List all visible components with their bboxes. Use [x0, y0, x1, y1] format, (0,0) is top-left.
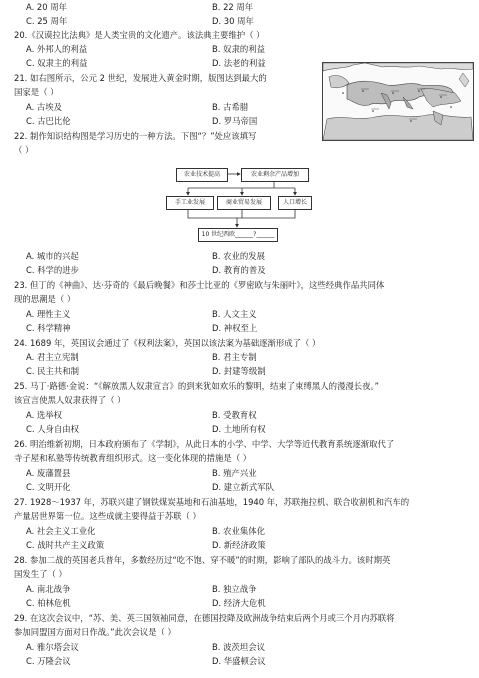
- q22-option-c: C. 科学的进步: [26, 265, 80, 275]
- q20-option-c: C. 奴隶主的利益: [26, 58, 88, 68]
- q28-stem-line1: 28. 参加二战的英国老兵普年，多数经历过“吃不饱、穿不暖”的时期，影响了部队的战斗力。该时期英: [14, 555, 391, 565]
- q29-stem-line2: 参加同盟国方面对日作战。”此次会议是（ ）: [14, 627, 176, 637]
- q28-option-b: B. 独立战争: [212, 584, 257, 594]
- q28-option-d: D. 经济大危机: [212, 598, 266, 608]
- q19-option-b: B. 22 周年: [212, 2, 254, 12]
- q22-stem-line1: 22. 制作知识结构图是学习历史的一种方法。下图“？”处应该填写: [14, 131, 257, 141]
- q29-option-c: C. 万隆会议: [26, 656, 71, 666]
- q21-stem-line2: 国家是（ ）: [14, 87, 59, 97]
- q21-stem-line1: 21. 如右图所示，公元 2 世纪，发展进入黄金时期，版图达到最大的: [14, 73, 267, 83]
- q27-option-a: A. 社会主义工业化: [26, 526, 96, 536]
- q20-option-b: B. 奴隶的利益: [212, 44, 265, 54]
- q22-option-d: D. 教育的普及: [212, 265, 266, 275]
- diagram-box-result: 10 世纪西欧______?______: [198, 228, 278, 242]
- q24-option-b: B. 君主专制: [212, 352, 257, 362]
- q25-stem-line1: 25. 马丁·路德·金说：“《解放黑人奴隶宣言》的到来犹如欢乐的黎明，结束了束缚黑人的漫漫长夜。”: [14, 381, 379, 391]
- q24-option-a: A. 君主立宪制: [26, 352, 79, 362]
- q26-option-d: D. 建立新式军队: [212, 482, 275, 492]
- q22-option-a: A. 城市的兴起: [26, 251, 79, 261]
- q27-stem-line1: 27. 1928～1937 年，苏联兴建了钢铁煤炭基地和石油基地，1940 年，苏联拖拉机、联合收割机和汽车的: [14, 497, 410, 507]
- q20-option-a: A. 外邦人的利益: [26, 44, 88, 54]
- q23-option-d: D. 神权至上: [212, 323, 258, 333]
- diagram-box-population: 人口增长: [278, 196, 312, 210]
- q23-stem-line2: 现的思潮是（ ）: [14, 294, 76, 304]
- q23-stem-line1: 23. 但丁的《神曲》、达·芬奇的《最后晚餐》和莎士比亚的《罗密欧与朱丽叶》，这些经典作品共同体: [14, 280, 385, 290]
- diagram-connectors: [150, 160, 330, 246]
- q27-option-c: C. 战时共产主义政策: [26, 540, 105, 550]
- q21-option-d: D. 罗马帝国: [212, 116, 258, 126]
- q26-stem-line1: 26. 明治维新初期，日本政府颁布了《学制》，从此日本的小学、中学、大学等近代教育系统逐渐取代了: [14, 439, 395, 449]
- diagram-box-surplus: 农业剩余产品增加: [241, 168, 309, 182]
- q29-stem-line1: 29. 在这次会议中，“苏、美、英三国领袖同意，在德国投降及欧洲战争结束后两个月或三个月内苏联将: [14, 613, 395, 623]
- q21-option-c: C. 古巴比伦: [26, 116, 71, 126]
- q20-option-d: D. 法老的利益: [212, 58, 266, 68]
- diagram-box-trade: 商业贸易发展: [217, 196, 271, 210]
- q21-option-a: A. 古埃及: [26, 102, 63, 112]
- map-graphic: [323, 63, 473, 140]
- q20-stem: 20.《汉谟拉比法典》是人类宝贵的文化遗产。该法典主要维护（ ）: [14, 30, 265, 40]
- q27-option-d: D. 新经济政策: [212, 540, 266, 550]
- q25-option-d: D. 土地所有权: [212, 424, 266, 434]
- q25-option-b: B. 受教育权: [212, 410, 257, 420]
- q28-option-c: C. 柏林危机: [26, 598, 71, 608]
- q23-option-b: B. 人文主义: [212, 309, 257, 319]
- q24-stem: 24. 1689 年，英国议会通过了《权利法案》，英国以该法案为基础逐渐形成了（ ）: [14, 338, 321, 348]
- q27-stem-line2: 产量居世界第一位。这些成就主要得益于苏联（ ）: [14, 511, 201, 521]
- q25-option-c: C. 人身自由权: [26, 424, 80, 434]
- diagram-box-handicraft: 手工业发展: [166, 196, 214, 210]
- q23-option-a: A. 理性主义: [26, 309, 71, 319]
- q24-option-d: D. 封建等级制: [212, 366, 266, 376]
- q29-option-d: D. 华盛顿会议: [212, 656, 266, 666]
- q26-option-c: C. 文明开化: [26, 482, 71, 492]
- q19-option-d: D. 30 周年: [212, 16, 254, 26]
- q26-stem-line2: 寺子屋和私塾等传统教育组织形式。这一变化体现的措施是（ ）: [14, 453, 252, 463]
- q25-stem-line2: 该宣言使黑人奴隶获得了（ ）: [14, 395, 126, 405]
- q28-stem-line2: 国发生了（ ）: [14, 569, 67, 579]
- q26-option-a: A. 废藩置县: [26, 468, 71, 478]
- q29-option-b: B. 波茨坦会议: [212, 642, 265, 652]
- diagram-box-tech: 农业技术提高: [176, 168, 228, 182]
- q19-option-a: A. 20 周年: [26, 2, 67, 12]
- q25-option-a: A. 选举权: [26, 410, 63, 420]
- q27-option-b: B. 农业集体化: [212, 526, 265, 536]
- roman-empire-map: [322, 62, 474, 141]
- q21-option-b: B. 古希腊: [212, 102, 249, 112]
- q28-option-a: A. 南北战争: [26, 584, 71, 594]
- q19-option-c: C. 25 周年: [26, 16, 68, 26]
- q23-option-c: C. 科学精神: [26, 323, 71, 333]
- q26-option-b: B. 殖产兴业: [212, 468, 257, 478]
- q22-stem-line2: （ ）: [14, 145, 34, 155]
- q22-option-b: B. 农业的发展: [212, 251, 265, 261]
- q29-option-a: A. 雅尔塔会议: [26, 642, 79, 652]
- q24-option-c: C. 民主共和制: [26, 366, 80, 376]
